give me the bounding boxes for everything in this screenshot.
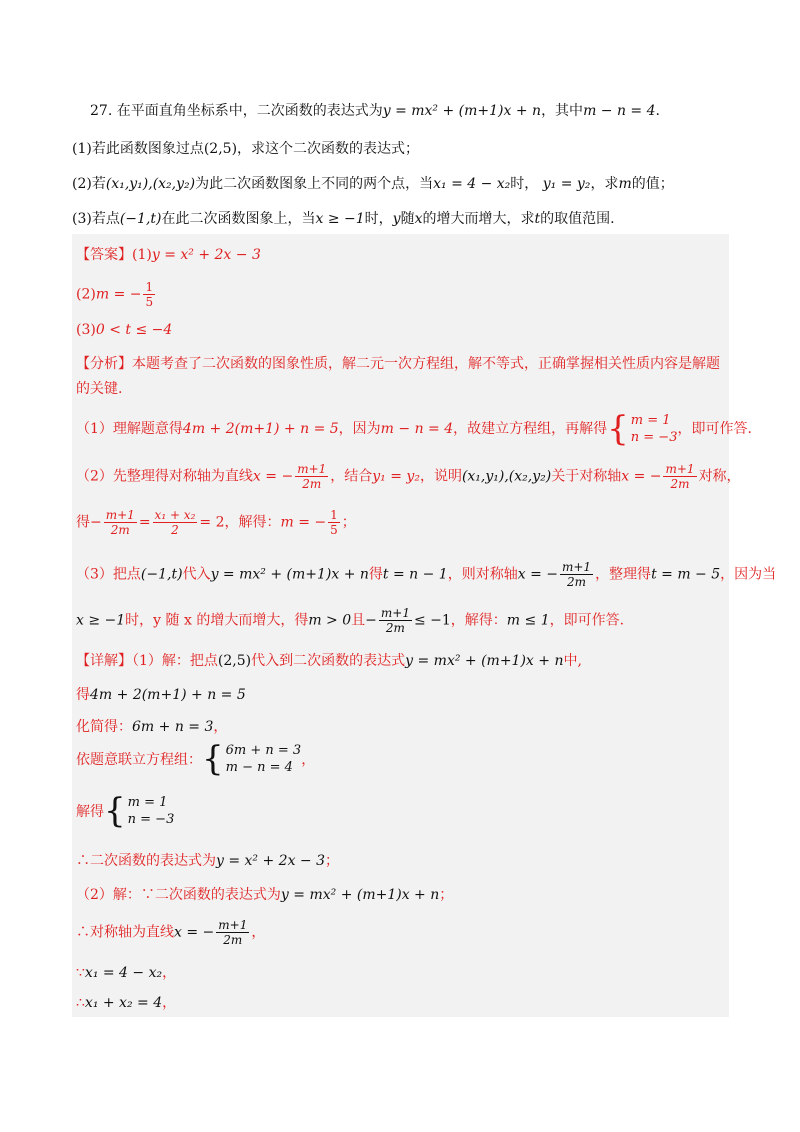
analysis-step-2b: 得− $\frac{m+1}{2m}$ = $\frac{\text{x₁ + x₂}}{2}$ = 2，解得：m = − $\frac{1}{5}$ ； (76, 508, 356, 537)
detail-text-10: ∴对称轴为直线 (76, 924, 174, 941)
detail-expression: y = mx² + (m+1)x + n (405, 653, 564, 669)
part2-condition-2: y₁ = y₂ (542, 176, 591, 192)
part1-text: (1)若此函数图象过点 (72, 141, 204, 157)
fraction-denominator: 2m (223, 933, 243, 947)
part3-var-y: y (392, 211, 401, 227)
step2-text-4: 关于对称轴 (551, 468, 622, 485)
step2-result-fraction (328, 508, 340, 537)
answer-2-num: (2) (76, 286, 96, 303)
step1-text: （1）理解题意得 (76, 421, 183, 437)
question-stem (90, 100, 660, 120)
step2-axis: x = − (252, 468, 294, 485)
detail-system-1: { 6m + n = 3 m − n = 4 (202, 739, 302, 779)
detail-text-4: 得 (76, 687, 90, 703)
step3-inequality: ≤ −1 (413, 612, 451, 629)
fraction-numerator: m+1 (297, 462, 327, 476)
system-row-2: m − n = 4 (225, 760, 293, 775)
detail-point: (2,5) (217, 653, 252, 669)
detail-text-5: 化简得： (76, 719, 132, 735)
detail-expression-2: y = mx² + (m+1)x + n (280, 887, 440, 903)
analysis-text-1: 本题考查了二次函数的图象性质，解二元一次方程组，解不等式，正确掌握相关性质内容是解题 (132, 356, 720, 372)
analysis-step-3 (76, 560, 776, 589)
part2-text-2: 为此二次函数图象上不同的两个点，当 (195, 176, 434, 192)
step1-text-3: ，故建立方程组，再解得 (453, 421, 608, 437)
system-row-1: m = 1 (630, 413, 671, 428)
step3-result: m ≤ 1 (506, 612, 550, 629)
fraction-denominator: 5 (145, 295, 154, 309)
answer-2-fraction (143, 280, 155, 309)
detail-label: 【详解】 (76, 653, 132, 669)
step3-axis: x = − (517, 566, 558, 583)
fraction-numerator: m+1 (665, 462, 695, 476)
step3-text-10: ，即可作答. (549, 612, 625, 629)
question-part-1 (72, 138, 419, 158)
fraction-numerator: m+1 (561, 560, 592, 574)
fraction-denominator: 2m (567, 575, 587, 589)
step3-text-7: 时， (125, 612, 154, 629)
detail-text-3: 中, (563, 653, 582, 669)
step3-text: （3）把点 (76, 566, 141, 583)
stem-end: . (655, 103, 660, 119)
step2-fraction (295, 462, 328, 491)
step3-text-2: 代入 (182, 566, 211, 583)
step3-t2: t = m − 5 (651, 566, 721, 583)
fraction-denominator: 2 (171, 523, 179, 537)
step3-expression: y = mx² + (m+1)x + n (210, 566, 369, 583)
detail-line-1 (76, 650, 582, 670)
step3-condition: x ≥ −1 (76, 612, 126, 629)
step2-result: m = − (280, 514, 327, 531)
step2-text-7: ，解得： (224, 514, 281, 531)
detail-comma-2: ， (301, 752, 316, 768)
detail-text-8: ∴二次函数的表达式为 (76, 853, 216, 869)
analysis-step-2 (76, 462, 741, 491)
step2-condition: y₁ = y₂ (372, 468, 420, 485)
fraction-denominator: 5 (330, 523, 338, 537)
question-number: 27. (90, 103, 113, 119)
detail-line-4 (76, 739, 316, 779)
detail-line-10 (76, 992, 176, 1012)
fraction-numerator: m+1 (380, 606, 410, 620)
step3-text-5: ，整理得 (595, 566, 652, 583)
step1-equation: 4m + 2(m+1) + n = 5 (182, 421, 339, 437)
stem-text: 在平面直角坐标系中，二次函数的表达式为 (116, 103, 383, 119)
part1-point: (2,5) (203, 141, 238, 157)
part3-var-t: t (534, 211, 541, 227)
step3-text-9: ，解得： (450, 612, 507, 629)
step3-m-positive: m > 0 (308, 612, 352, 629)
detail-line-5 (76, 791, 175, 831)
step2-fraction-2 (663, 462, 696, 491)
answer-line-2 (76, 280, 157, 309)
part2-text: (2)若 (72, 176, 106, 192)
fraction-denominator: 2m (385, 621, 405, 635)
detail-text-6: 依题意联立方程组： (76, 752, 202, 768)
part2-var-m: m (618, 176, 632, 192)
analysis-label: 【分析】 (76, 356, 132, 372)
system-row-2: n = −3 (127, 812, 175, 827)
answer-1-expr: y = x² + 2x − 3 (151, 247, 261, 263)
detail-line-2 (76, 684, 246, 704)
detail-text-1: （1）解：把点 (132, 653, 218, 669)
part2-condition: x₁ = 4 − x₂ (433, 176, 511, 192)
step3-t: t = n − 1 (382, 566, 448, 583)
answer-label: 【答案】 (76, 247, 132, 263)
step2-end: ； (341, 514, 356, 531)
answer-3-num: (3) (76, 322, 96, 338)
part2-text-4: ，求 (590, 176, 619, 192)
fraction-numerator: 1 (145, 280, 154, 294)
detail-equation-4: x₁ + x₂ = 4 (84, 995, 163, 1011)
detail-fraction (216, 918, 249, 947)
answer-line-1 (76, 244, 261, 264)
analysis-step-1 (76, 409, 752, 449)
step3-fraction-2 (379, 606, 412, 635)
detail-result-expression: y = x² + 2x − 3 (216, 853, 326, 869)
detail-comma-3: ， (251, 924, 266, 941)
stem-expression: y = mx² + (m+1)x + n (382, 103, 542, 119)
detail-line-7 (76, 884, 453, 904)
answer-1-num: (1) (132, 247, 152, 263)
fraction-numerator: 1 (330, 508, 338, 522)
part3-condition: x ≥ −1 (315, 211, 365, 227)
step2-equals: = 2 (199, 514, 225, 531)
detail-equation-2: 6m + n = 3 (132, 719, 214, 735)
answer-2-lhs: m = − (95, 286, 142, 303)
part2-points: (x₁,y₁),(x₂,y₂) (105, 176, 196, 192)
step3-text-6: ，因为当 (720, 566, 777, 583)
step3-text-4: ，则对称轴 (447, 566, 518, 583)
step3-point: (−1,t) (140, 566, 183, 583)
detail-equation-3: x₁ = 4 − x₂ (84, 965, 163, 981)
detail-equation-1: 4m + 2(m+1) + n = 5 (90, 687, 246, 703)
step1-text-2: ，因为 (338, 421, 381, 437)
fraction-denominator: 2m (110, 523, 130, 537)
system-row-2: n = −3 (630, 430, 678, 445)
part3-text-6: 的取值范围. (540, 211, 615, 227)
analysis-step-3b: x ≥ −1时，y 随 x 的增大而增大，得m > 0且− $\frac{m+1}{2m}$ ≤ −1，解得：m ≤ 1，即可作答. (76, 606, 625, 635)
stem-text-2: ，其中 (541, 103, 584, 119)
detail-comma: ， (213, 719, 228, 735)
question-part-2 (72, 173, 674, 193)
fraction-denominator: 2m (670, 477, 690, 491)
step2-fraction-3 (104, 508, 137, 537)
step1-system: { m = 1 n = −3 (607, 409, 678, 449)
part2-text-3: 时， (510, 176, 539, 192)
detail-text-9: （2）解：∵二次函数的表达式为 (76, 887, 281, 903)
step2-text-5: 对称， (698, 468, 741, 485)
step2-text-6: 得 (76, 514, 90, 531)
step3-and: 且 (351, 612, 366, 629)
step2-text-3: ，说明 (419, 468, 462, 485)
analysis-text-2: 的关键. (76, 381, 123, 397)
system-row-1: 6m + n = 3 (225, 743, 302, 758)
step3-text-3: 得 (368, 566, 383, 583)
step2-neg: − (90, 514, 102, 531)
step3-text-8: y 随 x 的增大而增大，得 (153, 612, 309, 629)
step2-axis-2: x = − (621, 468, 662, 485)
fraction-denominator: 2m (302, 477, 322, 491)
step2-fraction-4 (153, 508, 198, 537)
analysis-line-1 (76, 353, 720, 373)
answer-line-3 (76, 322, 172, 338)
detail-axis: x = − (174, 924, 215, 941)
fraction-numerator: m+1 (105, 508, 135, 522)
because-symbol: ∵ (76, 965, 85, 981)
step2-text-2: ，结合 (330, 468, 373, 485)
part3-text-5: 的增大而增大，求 (422, 211, 535, 227)
step2-text: （2）先整理得对称轴为直线 (76, 468, 253, 485)
step1-text-4: ，即可作答. (677, 421, 752, 437)
answer-3-expr: 0 < t ≤ −4 (95, 322, 173, 338)
part3-text-4: 随 (400, 211, 415, 227)
question-part-3 (72, 208, 615, 228)
part2-text-5: 的值； (631, 176, 674, 192)
step3-fraction (560, 560, 593, 589)
fraction-numerator: x₁ + x₂ (154, 508, 196, 522)
part3-text-2: 在此二次函数图象上，当 (161, 211, 316, 227)
step1-condition: m − n = 4 (380, 421, 454, 437)
fraction-numerator: m+1 (218, 918, 248, 932)
detail-line-9 (76, 962, 176, 982)
detail-line-3 (76, 716, 227, 736)
part1-text-2: ，求这个二次函数的表达式； (237, 141, 420, 157)
stem-condition: m − n = 4 (583, 103, 656, 119)
therefore-symbol: ∴ (76, 995, 85, 1011)
part3-point: (−1,t) (119, 211, 162, 227)
part3-text: (3)若点 (72, 211, 120, 227)
detail-line-8 (76, 918, 265, 947)
detail-comma-5: ， (162, 995, 177, 1011)
detail-line-6 (76, 850, 339, 870)
part3-text-3: 时， (364, 211, 393, 227)
step2-points: (x₁,y₁),(x₂,y₂) (461, 468, 552, 485)
analysis-line-2 (76, 378, 122, 398)
system-row-1: m = 1 (127, 795, 168, 810)
detail-semicolon: ； (325, 853, 340, 869)
detail-comma-4: ， (162, 965, 177, 981)
detail-semicolon-2: ； (439, 887, 454, 903)
part3-var-x: x (414, 211, 423, 227)
detail-system-2: { m = 1 n = −3 (104, 791, 175, 831)
detail-text-2: 代入到二次函数的表达式 (251, 653, 406, 669)
detail-text-7: 解得 (76, 804, 104, 820)
